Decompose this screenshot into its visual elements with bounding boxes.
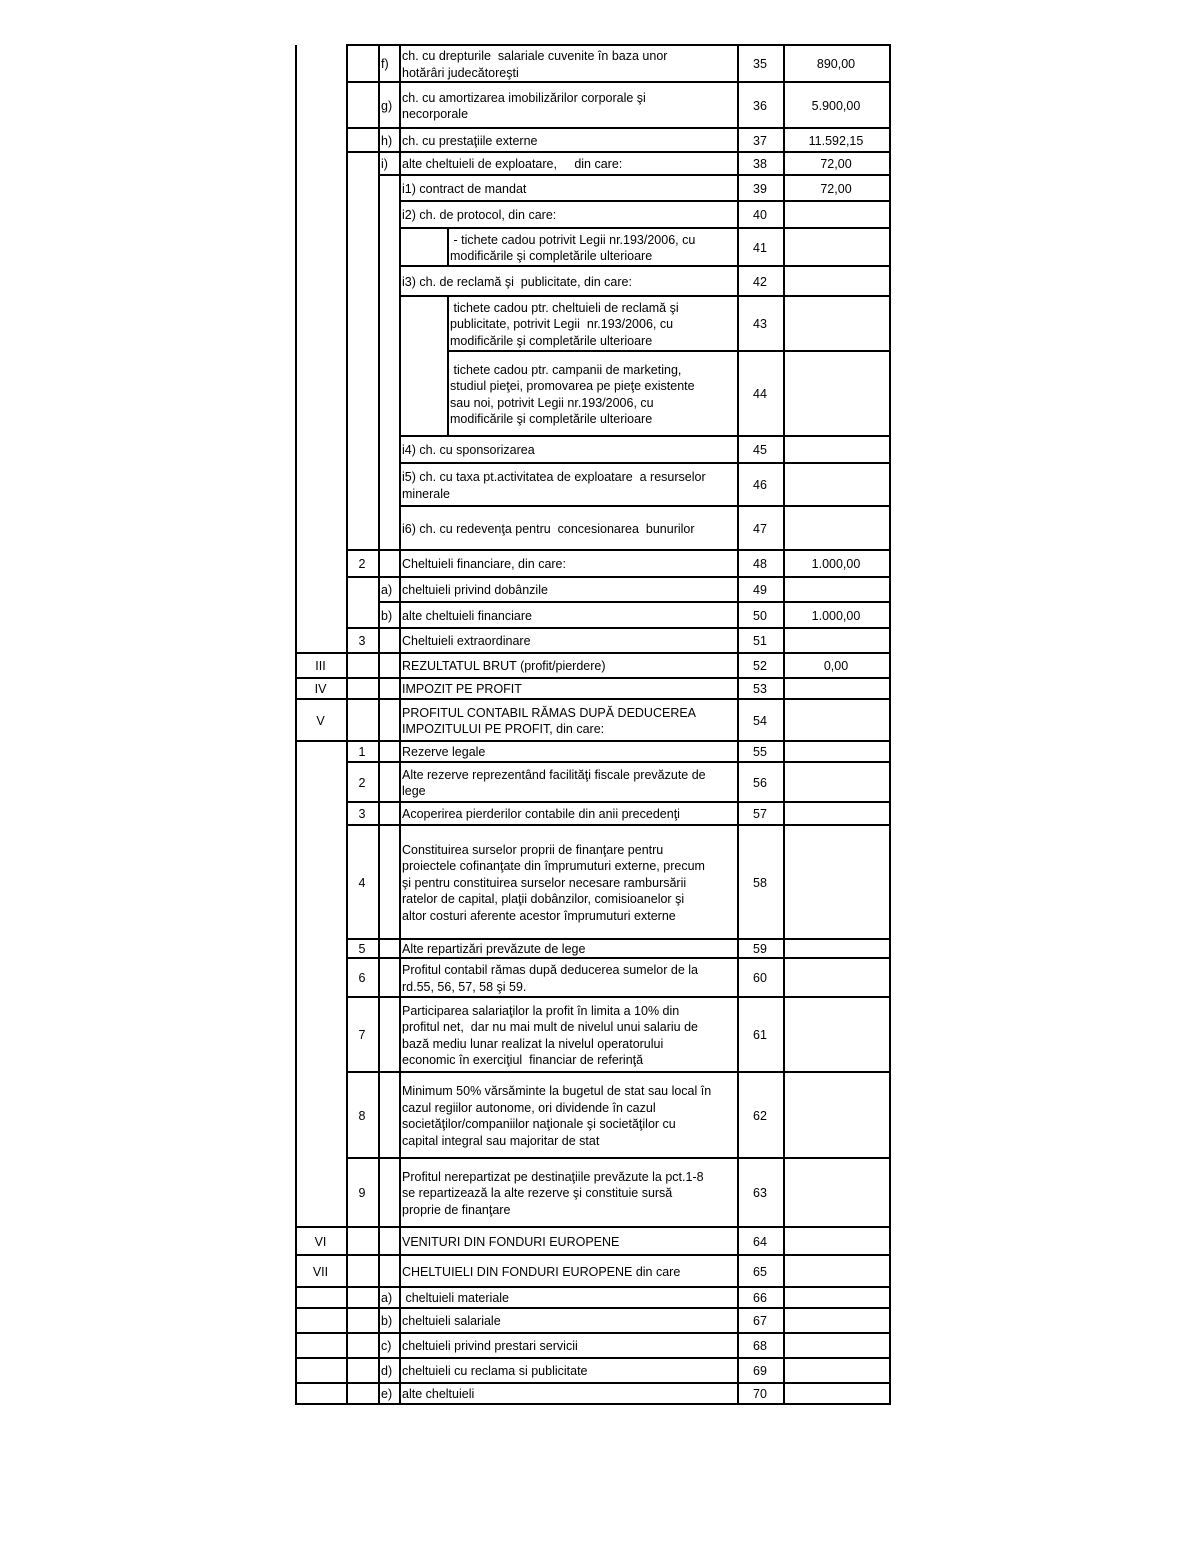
line-description: i2) ch. de protocol, din care:: [402, 208, 557, 223]
line-description: alte cheltuieli de exploatare, din care:: [402, 157, 623, 172]
table-right-border: [889, 45, 891, 1405]
row-number: 56: [753, 775, 767, 790]
column-border: [399, 45, 401, 1405]
table-bottom-border: [295, 1403, 891, 1405]
row-border: [346, 996, 891, 998]
line-description: i6) ch. cu redevenţa pentru concesionarea bunurilor: [402, 521, 695, 536]
line-description: Rezerve legale: [402, 745, 486, 760]
line-description: alte cheltuieli financiare: [402, 608, 532, 623]
line-description: cheltuieli privind prestari servicii: [402, 1339, 578, 1354]
row-number: 38: [753, 157, 767, 172]
row-number: 42: [753, 274, 767, 289]
line-description: cheltuieli cu reclama si publicitate: [402, 1364, 588, 1379]
row-number: 65: [753, 1264, 767, 1279]
row-number: 44: [753, 387, 767, 402]
line-description: Alte rezerve reprezentând facilităţi fiscale prevăzute de lege: [402, 767, 706, 798]
subitem-letter: i): [381, 157, 388, 172]
subitem-letter: b): [381, 1314, 393, 1329]
row-number: 55: [753, 745, 767, 760]
line-description: Cheltuieli extraordinare: [402, 634, 531, 649]
line-description: alte cheltuieli: [402, 1387, 475, 1402]
line-description: Cheltuieli financiare, din care:: [402, 557, 566, 572]
row-number: 64: [753, 1234, 767, 1249]
amount-value: 72,00: [820, 157, 852, 172]
amount-value: 11.592,15: [808, 133, 864, 148]
row-number: 53: [753, 682, 767, 697]
subitem-border: [447, 228, 449, 267]
row-number: 50: [753, 608, 767, 623]
chapter-roman-numeral: III: [315, 659, 326, 674]
row-number: 36: [753, 98, 767, 113]
item-number: 1: [358, 745, 366, 760]
line-description: - tichete cadou potrivit Legii nr.193/2006, cu modificările şi completările ulterioare: [450, 232, 696, 263]
row-border: [346, 824, 891, 826]
row-border: [295, 677, 891, 679]
subitem-letter: e): [381, 1387, 393, 1402]
chapter-roman-numeral: IV: [314, 682, 327, 697]
row-border: [346, 627, 891, 629]
subitem-letter: b): [381, 608, 393, 623]
row-border: [399, 227, 891, 229]
row-number: 47: [753, 521, 767, 536]
row-border: [295, 1357, 891, 1359]
row-number: 52: [753, 659, 767, 674]
line-description: tichete cadou ptr. cheltuieli de reclamă şi publicitate, potrivit Legii nr.193/2006, cu modificările şi completările ulterioare: [450, 300, 679, 348]
item-number: 2: [358, 557, 366, 572]
line-description: i3) ch. de reclamă şi publicitate, din care:: [402, 274, 632, 289]
amount-value: 0,00: [823, 659, 849, 674]
chapter-roman-numeral: VII: [312, 1264, 329, 1279]
row-border: [295, 1226, 891, 1228]
row-border: [346, 801, 891, 803]
row-border: [399, 200, 891, 202]
row-border: [399, 295, 891, 297]
line-description: cheltuieli privind dobânzile: [402, 583, 548, 598]
line-description: REZULTATUL BRUT (profit/pierdere): [402, 659, 606, 674]
row-border: [295, 740, 891, 742]
line-description: cheltuieli materiale: [402, 1291, 509, 1306]
item-number: 9: [358, 1186, 366, 1201]
row-border: [399, 462, 891, 464]
line-description: Profitul contabil rămas după deducerea sumelor de la rd.55, 56, 57, 58 şi 59.: [402, 963, 699, 994]
subitem-letter: c): [381, 1339, 392, 1354]
subitem-border: [447, 296, 449, 437]
line-description: Profitul nerepartizat pe destinaţiile prevăzute la pct.1-8 se repartizează la alte rezerve şi constituie sursă proprie de finanţare: [402, 1169, 704, 1217]
row-border: [295, 652, 891, 654]
row-border: [346, 44, 891, 46]
row-border: [295, 698, 891, 700]
item-number: 2: [358, 775, 366, 790]
row-number: 63: [753, 1186, 767, 1201]
line-description: i4) ch. cu sponsorizarea: [402, 443, 535, 458]
subitem-letter: a): [381, 583, 393, 598]
row-number: 57: [753, 807, 767, 822]
row-number: 41: [753, 240, 767, 255]
line-description: i5) ch. cu taxa pt.activitatea de exploatare a resurselor minerale: [402, 470, 706, 501]
row-border: [378, 174, 891, 176]
amount-value: 890,00: [816, 57, 856, 72]
line-description: IMPOZIT PE PROFIT: [402, 682, 522, 697]
item-number: 8: [358, 1108, 366, 1123]
row-border: [346, 127, 891, 129]
line-description: tichete cadou ptr. campanii de marketing, studiul pieţei, promovarea pe pieţe existente sau noi, potrivit Legii nr.193/2006, cu modificările şi completările ulterioare: [450, 362, 695, 426]
row-border: [295, 1382, 891, 1384]
row-border: [346, 81, 891, 83]
chapter-roman-numeral: VI: [314, 1234, 327, 1249]
row-number: 61: [753, 1028, 767, 1043]
row-border: [447, 350, 891, 352]
line-description: Constituirea surselor proprii de finanţare pentru proiectele cofinanţate din împrumuturi externe, precum şi pentru constituirea surselor necesare rambursării ratelor de capital, plaţii dobânzilor, comisioanelor şi altor costuri aferente acestor împrumuturi externe: [402, 842, 705, 923]
row-number: 35: [753, 57, 767, 72]
line-description: ch. cu prestaţiile externe: [402, 133, 538, 148]
subitem-letter: h): [381, 133, 393, 148]
column-border: [783, 45, 785, 1405]
row-number: 40: [753, 208, 767, 223]
line-description: ch. cu drepturile salariale cuvenite în baza unor hotărâri judecătoreşti: [402, 49, 668, 80]
subitem-letter: d): [381, 1364, 393, 1379]
row-number: 46: [753, 478, 767, 493]
row-border: [295, 1332, 891, 1334]
row-number: 70: [753, 1387, 767, 1402]
item-number: 5: [358, 942, 366, 957]
row-number: 37: [753, 133, 767, 148]
row-border: [399, 265, 891, 267]
line-description: Alte repartizări prevăzute de lege: [402, 942, 586, 957]
row-border: [346, 576, 891, 578]
chapter-roman-numeral: V: [316, 713, 325, 728]
row-border: [295, 1307, 891, 1309]
line-description: i1) contract de mandat: [402, 181, 527, 196]
row-border: [346, 151, 891, 153]
line-description: cheltuieli salariale: [402, 1314, 501, 1329]
row-number: 58: [753, 875, 767, 890]
subitem-letter: g): [381, 98, 393, 113]
line-description: ch. cu amortizarea imobilizărilor corporale şi necorporale: [402, 90, 646, 121]
row-border: [295, 1254, 891, 1256]
column-border: [378, 45, 380, 1405]
row-number: 45: [753, 443, 767, 458]
row-border: [378, 601, 891, 603]
row-border: [346, 549, 891, 551]
amount-value: 1.000,00: [811, 557, 861, 572]
amount-value: 72,00: [820, 181, 852, 196]
item-number: 6: [358, 971, 366, 986]
amount-value: 5.900,00: [811, 98, 861, 113]
row-border: [346, 761, 891, 763]
item-number: 3: [358, 634, 366, 649]
row-number: 54: [753, 713, 767, 728]
row-border: [346, 1071, 891, 1073]
row-number: 69: [753, 1364, 767, 1379]
row-border: [346, 938, 891, 940]
line-description: PROFITUL CONTABIL RĂMAS DUPĂ DEDUCEREA IMPOZITULUI PE PROFIT, din care:: [402, 705, 697, 736]
row-number: 67: [753, 1314, 767, 1329]
line-description: Acoperirea pierderilor contabile din anii precedenţi: [402, 807, 680, 822]
line-description: VENITURI DIN FONDURI EUROPENE: [402, 1234, 620, 1249]
row-number: 60: [753, 971, 767, 986]
row-border: [346, 1157, 891, 1159]
line-description: Minimum 50% vărsăminte la bugetul de stat sau local în cazul regiilor autonome, ori dividende în cazul societăţilor/companiilor naţionale şi societăţilor cu capital integral sau majoritar de stat: [402, 1084, 712, 1148]
subitem-letter: a): [381, 1291, 393, 1306]
row-number: 66: [753, 1291, 767, 1306]
row-number: 59: [753, 942, 767, 957]
line-description: Participarea salariaţilor la profit în limita a 10% din profitul net, dar nu mai mult de nivelul unui salariu de bază mediu lunar realizat la nivelul operatorului economic în exerciţiul financiar de referinţă: [402, 1003, 698, 1067]
amount-value: 1.000,00: [811, 608, 861, 623]
row-number: 39: [753, 181, 767, 196]
row-border: [399, 505, 891, 507]
row-number: 51: [753, 634, 767, 649]
row-number: 43: [753, 317, 767, 332]
row-number: 48: [753, 557, 767, 572]
row-border: [295, 1286, 891, 1288]
item-number: 7: [358, 1028, 366, 1043]
row-number: 49: [753, 583, 767, 598]
item-number: 3: [358, 807, 366, 822]
row-number: 68: [753, 1339, 767, 1354]
subitem-letter: f): [381, 57, 389, 72]
row-number: 62: [753, 1108, 767, 1123]
row-border: [399, 435, 891, 437]
item-number: 4: [358, 875, 366, 890]
line-description: CHELTUIELI DIN FONDURI EUROPENE din care: [402, 1264, 681, 1279]
